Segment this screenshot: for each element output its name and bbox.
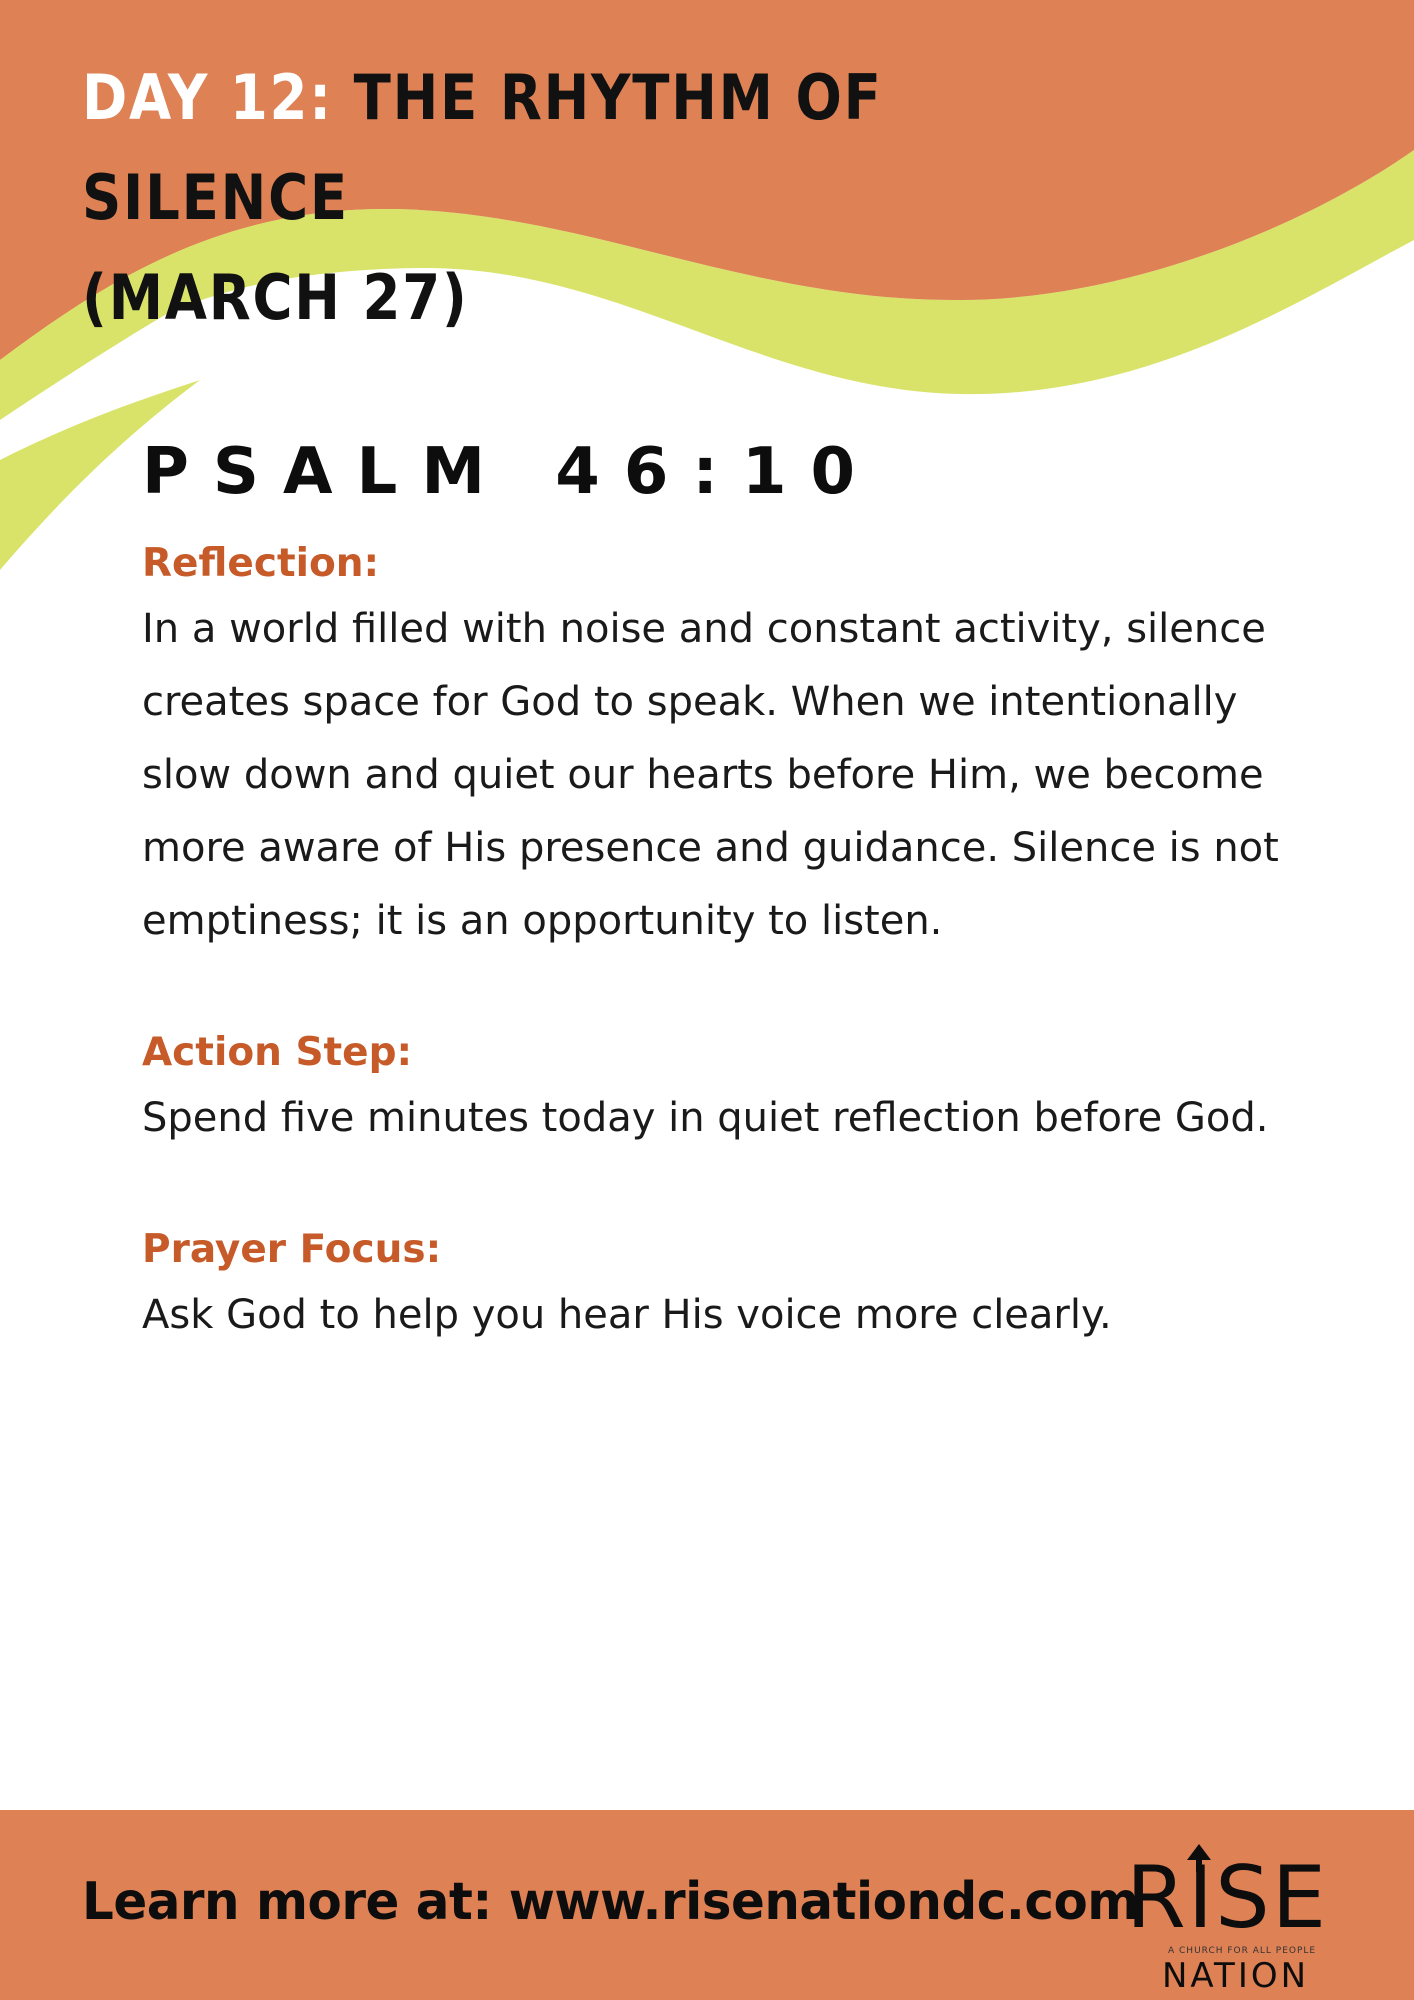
logo-subname: NATION — [1162, 1956, 1310, 1996]
logo-tagline: A CHURCH FOR ALL PEOPLE — [1168, 1946, 1317, 1956]
prayer-label: Prayer Focus: — [142, 1227, 442, 1272]
prayer-text: Ask God to help you hear His voice more clearly. — [142, 1292, 1112, 1338]
title-text: THE RHYTHM OF SILENCE — [82, 61, 883, 234]
action-label: Action Step: — [142, 1030, 413, 1075]
verse-reference: PSALM 46:10 — [142, 435, 879, 509]
learn-more-link[interactable]: Learn more at: www.risenationdc.com — [82, 1872, 1139, 1932]
reflection-label: Reflection: — [142, 541, 380, 586]
date-text: (MARCH 27) — [82, 261, 469, 334]
page-title — [82, 48, 1094, 348]
reflection-text: In a world filled with noise and constant activity, silence creates space for God to speak. When we intentionally slow down and quiet our hearts before Him, we become more aware of His presence and guidance. Silence is not emptiness; it is an opportunity to listen. — [142, 606, 1279, 944]
devotional-content — [142, 535, 1322, 1352]
rise-nation-logo — [1122, 1838, 1362, 1996]
logo-name: RISE — [1126, 1848, 1329, 1948]
action-section — [142, 1024, 1322, 1155]
footer-bar — [0, 1810, 1414, 2000]
action-text: Spend five minutes today in quiet reflection before God. — [142, 1095, 1269, 1141]
day-label: DAY 12: — [82, 61, 333, 134]
reflection-section — [142, 535, 1322, 958]
prayer-section — [142, 1221, 1322, 1352]
